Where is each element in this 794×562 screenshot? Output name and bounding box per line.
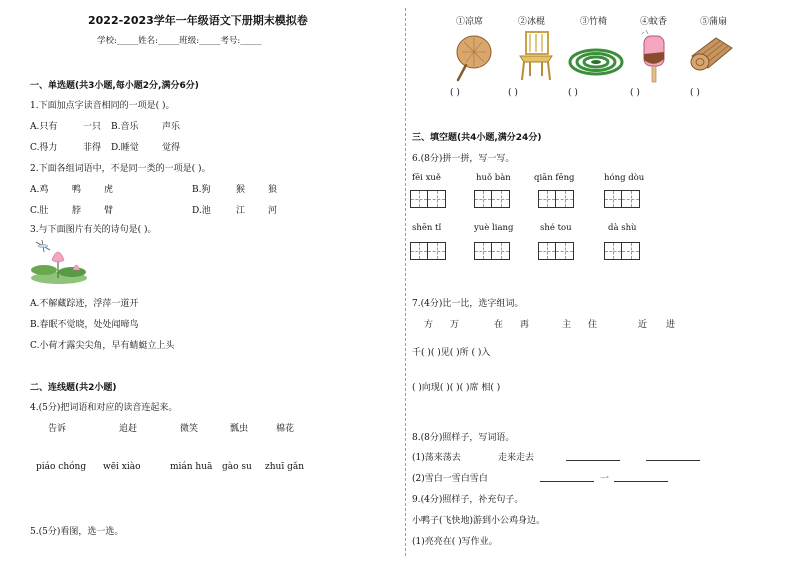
q5-answer-paren: ( ) (568, 88, 578, 98)
q2-option-c-1: C.肚 (30, 206, 49, 216)
q4-pinyin: zhuī gǎn (265, 462, 304, 472)
question-7-stem: 7.(4分)比一比，选字组词。 (412, 299, 524, 309)
q6-pinyin: yuè liang (474, 223, 514, 233)
q4-word: 告诉 (48, 424, 67, 434)
q6-pinyin: dà shù (608, 223, 637, 233)
q6-pinyin: hóng dòu (604, 173, 645, 183)
question-2-stem: 2.下面各组词语中，不是同一类的一项是( )。 (30, 164, 211, 174)
question-5-stem: 5.(5分)看图，选一选。 (30, 527, 124, 537)
q7-char: 进 (666, 320, 676, 330)
popsicle-image (636, 28, 670, 84)
q2-option-d-2: 江 (236, 206, 246, 216)
writing-grid[interactable] (410, 190, 446, 208)
q5-option: ④蚊香 (640, 17, 668, 27)
q4-pinyin: wēi xiào (103, 462, 141, 472)
q4-pinyin: gào su (222, 462, 252, 472)
writing-grid[interactable] (538, 242, 574, 260)
q8-example-1b: 走来走去 (498, 453, 535, 463)
q1-option-d: D.睡觉 (111, 143, 139, 153)
q2-option-b-3: 狼 (268, 185, 278, 195)
q2-option-a-3: 虎 (104, 185, 114, 195)
question-8-stem: 8.(8分)照样子，写词语。 (412, 433, 515, 443)
cattail-fan-image (452, 32, 498, 82)
q2-option-a-1: A.鸡 (30, 185, 49, 195)
q7-char: 再 (520, 320, 530, 330)
answer-blank[interactable] (646, 450, 700, 461)
q8-example-2: (2)雪白一雪白雪白 (412, 474, 488, 484)
mosquito-coil-image (568, 44, 624, 80)
question-1-stem: 1.下面加点字读音相同的一项是( )。 (30, 101, 175, 111)
q3-option-b: B.春眠不觉晓，处处闻啼鸟 (30, 320, 139, 330)
q2-option-c-3: 臂 (104, 206, 114, 216)
q5-option: ⑤蒲扇 (700, 17, 728, 27)
column-divider (405, 8, 407, 556)
question-9-stem: 9.(4分)照样子，补充句子。 (412, 495, 524, 505)
writing-grid[interactable] (604, 242, 640, 260)
answer-blank[interactable] (614, 471, 668, 482)
writing-grid[interactable] (474, 242, 510, 260)
student-info-line: 学校:_____姓名:_____班级:_____考号:_____ (97, 36, 262, 46)
q2-option-a-2: 鸭 (72, 185, 82, 195)
lotus-pond-image (28, 238, 90, 286)
q5-answer-paren: ( ) (508, 88, 518, 98)
q5-option: ②冰棍 (518, 17, 546, 27)
q1-option-c-word2: 非得 (83, 143, 102, 153)
answer-blank[interactable] (566, 450, 620, 461)
q2-option-d-1: D.池 (192, 206, 211, 216)
q1-option-d-word2: 觉得 (162, 143, 181, 153)
q3-option-c: C.小荷才露尖尖角，早有蜻蜓立上头 (30, 341, 175, 351)
bamboo-chair-image (514, 30, 558, 82)
bamboo-mat-image (688, 34, 736, 74)
q8-example-1: (1)荡来荡去 (412, 453, 461, 463)
question-3-stem: 3.与下面图片有关的诗句是( )。 (30, 225, 157, 235)
writing-grid[interactable] (410, 242, 446, 260)
q2-option-d-3: 河 (268, 206, 278, 216)
q5-answer-paren: ( ) (450, 88, 460, 98)
q4-word: 棉花 (276, 424, 295, 434)
q6-pinyin: shé tou (540, 223, 572, 233)
q1-option-b: B.音乐 (111, 122, 139, 132)
q2-option-b-2: 猴 (236, 185, 246, 195)
q1-option-a-word2: 一只 (83, 122, 102, 132)
q4-pinyin: piáo chóng (36, 462, 87, 472)
q3-option-a: A.不解藏踪迹，浮萍一道开 (30, 299, 139, 309)
writing-grid[interactable] (604, 190, 640, 208)
q7-char: 方 (424, 320, 434, 330)
q6-pinyin: fēi xuě (412, 173, 441, 183)
q4-word: 瓢虫 (230, 424, 249, 434)
q2-option-b-1: B.狗 (192, 185, 211, 195)
q5-option: ①凉席 (456, 17, 484, 27)
answer-blank[interactable] (540, 471, 594, 482)
q7-char: 近 (638, 320, 648, 330)
section-heading-matching: 二、连线题(共2小题) (30, 383, 117, 393)
q7-line-1: 千( )( )见( )所 ( )入 (412, 348, 491, 358)
q6-pinyin: qiān fēng (534, 173, 575, 183)
q4-word: 微笑 (180, 424, 199, 434)
q2-option-c-2: 脖 (72, 206, 82, 216)
q7-line-2: ( )向现( )( )( )席 相( ) (412, 383, 501, 393)
q7-char: 住 (588, 320, 598, 330)
section-heading-single-choice: 一、单选题(共3小题,每小题2分,满分6分) (30, 81, 199, 91)
q7-char: 在 (494, 320, 504, 330)
q7-char: 主 (562, 320, 572, 330)
q1-option-a: A.只有 (30, 122, 58, 132)
q5-option: ③竹椅 (580, 17, 608, 27)
q1-option-c: C.得力 (30, 143, 58, 153)
q9-item-1: (1)亮亮在( )写作业。 (412, 537, 498, 547)
q8-dash: 一 (600, 474, 610, 484)
q9-example: 小鸭子(飞快地)游到小公鸡身边。 (412, 516, 546, 526)
q5-answer-paren: ( ) (630, 88, 640, 98)
question-4-stem: 4.(5分)把词语和对应的读音连起来。 (30, 403, 178, 413)
q5-answer-paren: ( ) (690, 88, 700, 98)
question-6-stem: 6.(8分)拼一拼，写一写。 (412, 154, 515, 164)
page-title: 2022-2023学年一年级语文下册期末模拟卷 (88, 14, 308, 27)
writing-grid[interactable] (474, 190, 510, 208)
q4-word: 追赶 (119, 424, 138, 434)
section-heading-fill-in: 三、填空题(共4小题,满分24分) (412, 133, 542, 143)
q6-pinyin: shēn tǐ (412, 223, 442, 233)
q4-pinyin: mián huā (170, 462, 213, 472)
q1-option-b-word2: 声乐 (162, 122, 181, 132)
writing-grid[interactable] (538, 190, 574, 208)
q7-char: 万 (450, 320, 460, 330)
q6-pinyin: huǒ bàn (476, 173, 511, 183)
